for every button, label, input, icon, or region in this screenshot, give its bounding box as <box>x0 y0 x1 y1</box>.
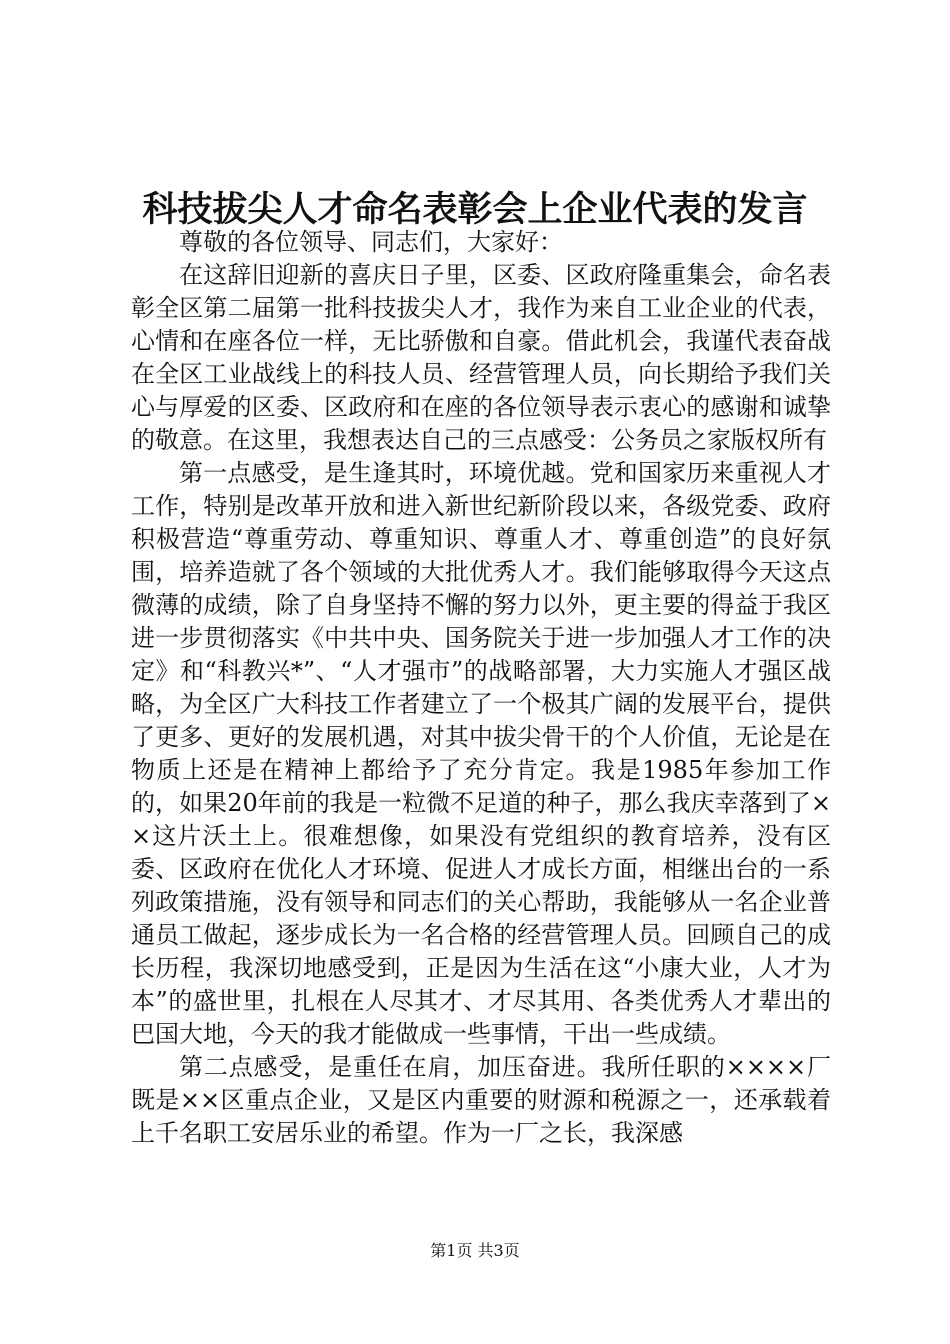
paragraph-greeting: 尊敬的各位领导、同志们，大家好： <box>179 228 563 256</box>
paragraph-opening: 在这辞旧迎新的喜庆日子里，区委、区政府隆重集会，命名表彰全区第二届第一批科技拔尖人才，我作为来自工业企业的代表，心情和在座各位一样，无比骄傲和自豪。借此机会，我谨代表奋战在全区工业战线上的科技人员、经营管理人员，向长期给予我们关心与厚爱的区委、区政府和在座的各位领导表示衷心的感谢和诚挚的敬意。在这里，我想表达自己的三点感受：公务员之家版权所有 <box>131 261 831 454</box>
paragraph-second-feeling: 第二点感受，是重任在肩，加压奋进。我所任职的××××厂既是××区重点企业，又是区内重要的财源和税源之一，还承载着上千名职工安居乐业的希望。作为一厂之长，我深感 <box>131 1053 831 1147</box>
document-body <box>131 226 831 1150</box>
page-title: 科技拔尖人才命名表彰会上企业代表的发言 <box>142 189 808 230</box>
page-number-footer: 第1页 共3页 <box>430 1241 520 1260</box>
paragraph-first-feeling: 第一点感受，是生逢其时，环境优越。党和国家历来重视人才工作，特别是改革开放和进入新世纪新阶段以来，各级党委、政府积极营造“尊重劳动、尊重知识、尊重人才、尊重创造”的良好氛围，培养造就了各个领域的大批优秀人才。我们能够取得今天这点微薄的成绩，除了自身坚持不懈的努力以外，更主要的得益于我区进一步贯彻落实《中共中央、国务院关于进一步加强人才工作的决定》和“科教兴*”、“人才强市”的战略部署，大力实施人才强区战略，为全区广大科技工作者建立了一个极其广阔的发展平台，提供了更多、更好的发展机遇，对其中拔尖骨干的个人价值，无论是在物质上还是在精神上都给予了充分肯定。我是1985年参加工作的，如果20年前的我是一粒微不足道的种子，那么我庆幸落到了××这片沃土上。很难想像，如果没有党组织的教育培养，没有区委、区政府在优化人才环境、促进人才成长方面，相继出台的一系列政策措施，没有领导和同志们的关心帮助，我能够从一名企业普通员工做起，逐步成长为一名合格的经营管理人员。回顾自己的成长历程，我深切地感受到，正是因为生活在这“小康大业，人才为本”的盛世里，扎根在人尽其才、才尽其用、各类优秀人才辈出的巴国大地，今天的我才能做成一些事情，干出一些成绩。 <box>131 459 831 1048</box>
